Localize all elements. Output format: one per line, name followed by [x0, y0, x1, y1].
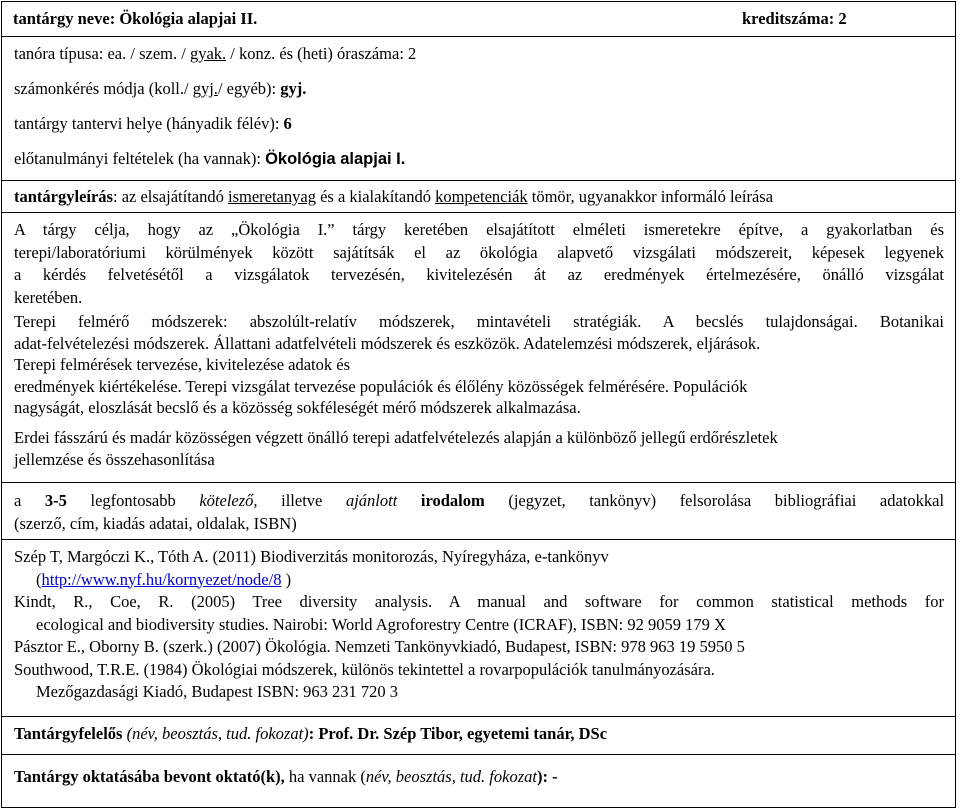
description-line: jellemzése és összehasonlítása — [14, 450, 215, 469]
credit-line — [742, 9, 847, 29]
literature-header — [14, 489, 944, 535]
responsible-row — [1, 716, 956, 755]
teachers-hint-open: ha vannak ( — [284, 767, 366, 786]
description-paragraph-3 — [14, 427, 944, 471]
link-close-paren: ) — [281, 569, 292, 589]
reference-item-1-link-line — [14, 569, 944, 592]
assessment-gyj: gyj. — [192, 79, 218, 98]
teachers-row — [1, 754, 956, 808]
credit-label: kreditszáma: — [742, 9, 835, 28]
reference-item-2: Kindt, R., Coe, R. (2005) Tree diversity analysis. A manual and software for common statistical methods for — [14, 592, 944, 611]
reference-item-2-cont: ecological and biodiversity studies. Nairobi: World Agroforestry Centre (ICRAF), ISBN: 92 9059 179 X — [36, 614, 726, 634]
description-row — [1, 212, 956, 483]
responsible-label: Tantárgyfelelős — [14, 724, 123, 743]
class-hours-label: / konz. és (heti) óraszáma: — [226, 44, 409, 63]
description-line: Erdei fásszárú és madár közösségen végzett önálló terepi adatfelvételezés alapján a különböző jellegű erdőrészletek — [14, 428, 778, 447]
responsible-colon: : — [308, 724, 319, 743]
literature-term: irodalom — [420, 491, 485, 510]
reference-item-4-cont: Mezőgazdasági Kiadó, Budapest ISBN: 963 231 720 3 — [36, 682, 399, 701]
literature-text: a — [14, 491, 45, 510]
class-type-label: tanóra típusa: ea. / szem. / — [14, 44, 190, 63]
description-header — [14, 187, 773, 207]
description-paragraph-2 — [14, 311, 944, 419]
literature-header-line-2: (szerző, cím, kiadás adatai, oldalak, ISBN) — [14, 514, 297, 533]
teachers-hint: név, beosztás, tud. fokozat — [365, 767, 537, 786]
literature-text: illetve — [257, 491, 346, 510]
class-type-gyak: gyak. — [189, 44, 227, 63]
prerequisite-line — [14, 149, 405, 169]
description-line: Terepi felmérő módszerek: abszolúlt-relatív módszerek, mintavételi stratégiák. A becslés tulajdonságai. Botanikai — [14, 312, 944, 331]
description-line: keretében. — [14, 287, 83, 307]
reference-item-4: Southwood, T.R.E. (1984) Ökológiai módszerek, különös tekintettel a rovarpopulációk tanulmányozására. — [14, 659, 715, 679]
reference-item-1: Szép T, Margóczi K., Tóth A. (2011) Biodiverzitás monitorozás, Nyíregyháza, e-tankönyv — [14, 547, 609, 566]
recommended-term: ajánlott — [345, 491, 398, 510]
semester-value: 6 — [283, 114, 292, 133]
literature-header-line-1 — [14, 489, 944, 512]
course-info-row — [1, 36, 956, 181]
description-line: Terepi felmérések tervezése, kivitelezése adatok és — [14, 355, 350, 374]
semester-label: tantárgy tantervi helye (hányadik félév): — [14, 114, 284, 133]
subject-name-line — [13, 9, 257, 29]
assessment-other-label: / egyéb): — [217, 79, 281, 98]
semester-line — [14, 114, 292, 134]
description-header-row — [1, 180, 956, 213]
description-line: nagyságát, eloszlását becslő és a közösség sokféleségét mérő módszerek alkalmazása. — [14, 398, 581, 417]
literature-text — [397, 491, 421, 510]
literature-count: 3-5 — [44, 491, 67, 510]
knowledge-term: ismeretanyag — [227, 187, 316, 206]
responsible-hint: (név, beosztás, tud. fokozat) — [122, 724, 309, 743]
teachers-line — [14, 767, 558, 787]
description-line: a kérdés felvetésétől a vizsgálatok tervezésén, kivitelezésén át az eredmények értelmezésére, önálló vizsgálat — [14, 265, 944, 284]
description-header-bold: tantárgyleírás — [14, 187, 113, 206]
literature-text: legfontosabb — [66, 491, 200, 510]
description-header-text-1: : az elsajátítandó — [112, 187, 228, 206]
literature-header-row — [1, 482, 956, 540]
literature-text: (jegyzet, tankönyv) felsorolása bibliográfiai adatokkal — [484, 491, 945, 510]
description-line: terepi/laboratóriumi körülmények között sajátítsák el az ökológia alapvető vizsgálati módszereit, képesek legyenek — [14, 242, 944, 262]
mandatory-term: kötelező, — [199, 491, 258, 510]
description-header-text-2: és a kialakítandó — [315, 187, 436, 206]
reference-link[interactable]: http://www.nyf.hu/kornyezet/node/8 — [41, 569, 282, 589]
assessment-line — [14, 79, 306, 99]
link-open-paren: ( — [36, 569, 42, 589]
class-hours-value: 2 — [408, 44, 417, 63]
responsible-line — [14, 724, 607, 744]
prerequisite-label: előtanulmányi feltételek (ha vannak): — [14, 149, 266, 168]
competence-term: kompetenciák — [435, 187, 528, 206]
class-type-line — [14, 44, 416, 64]
reference-list — [14, 546, 944, 704]
teachers-value: ): - — [536, 767, 558, 786]
assessment-label: számonkérés módja (koll./ — [14, 79, 193, 98]
subject-label: tantárgy neve: — [13, 9, 116, 28]
credit-value: 2 — [838, 9, 847, 28]
description-line: eredmények kiértékelése. Terepi vizsgálat tervezése populációk és élőlény közösségek felmérésére. Populációk — [14, 376, 748, 396]
assessment-value: gyj. — [280, 79, 307, 98]
responsible-value: Prof. Dr. Szép Tibor, egyetemi tanár, DSc — [318, 724, 608, 743]
prerequisite-value: Ökológia alapjai I. — [265, 150, 406, 168]
description-paragraph-1 — [14, 219, 944, 309]
teachers-label: Tantárgy oktatásába bevont oktató(k), — [14, 767, 285, 786]
subject-row — [1, 1, 956, 37]
reference-item-3: Pásztor E., Oborny B. (szerk.) (2007) Ökológia. Nemzeti Tankönyvkiadó, Budapest, ISBN: 978 963 19 5950 5 — [14, 637, 745, 656]
references-row — [1, 539, 956, 717]
description-line: A tárgy célja, hogy az „Ökológia I.” tárgy keretében elsajátított elméleti ismeretekre építve, a gyakorlatban és — [14, 220, 944, 239]
description-header-text-3: tömör, ugyanakkor informáló leírása — [527, 187, 774, 206]
subject-name: Ökológia alapjai II. — [119, 9, 258, 28]
description-line: adat-felvételezési módszerek. Állattani adatfelvételi módszerek és eszközök. Adatelemzési módszerek, eljárások. — [14, 333, 761, 353]
